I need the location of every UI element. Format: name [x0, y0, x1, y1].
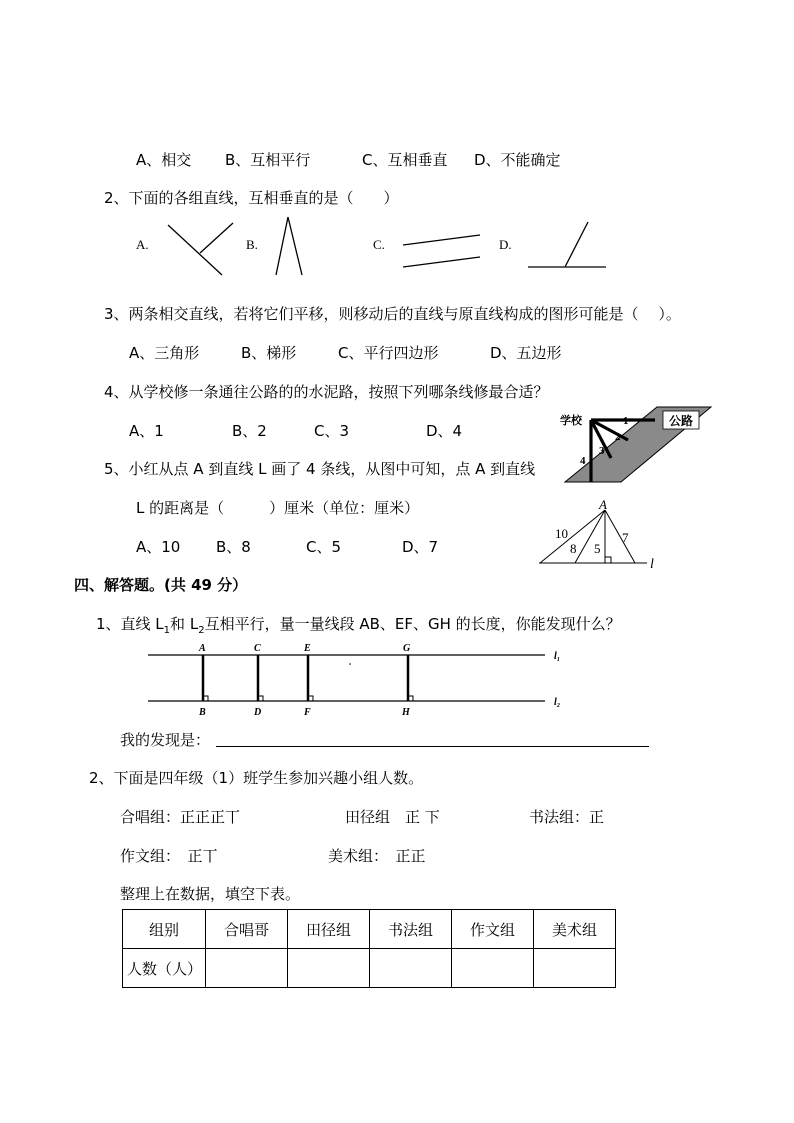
q5-length-10: 10: [555, 526, 568, 541]
q2-figure-d: [528, 222, 606, 267]
q5-option-c: C、5: [306, 538, 342, 556]
q5-option-b: B、8: [216, 538, 251, 556]
q3-option-d: D、五边形: [490, 344, 562, 362]
q4-stem: 4、从学校修一条通往公路的的水泥路，按照下列哪条线修最合适？: [104, 383, 549, 401]
q5-figure: [535, 498, 665, 570]
p1-point-f: F: [304, 707, 311, 718]
p2-table-header-cell: 美术组: [534, 910, 616, 949]
p2-table-input-cell[interactable]: [534, 949, 616, 988]
p2-table: [122, 909, 616, 988]
q4-line-1-label: 1: [623, 415, 629, 427]
q3-option-b: B、梯形: [241, 344, 297, 362]
p2-tally-calligraphy: 书法组：正: [529, 808, 605, 826]
q4-option-b: B、2: [232, 422, 267, 440]
p2-tally-choir: 合唱组：正正正丅: [120, 808, 241, 826]
q5-option-d: D、7: [402, 538, 439, 556]
p2-table-input-cell[interactable]: [288, 949, 370, 988]
p2-table-header-cell: 组别: [123, 910, 206, 949]
q5-point-a: A: [599, 497, 607, 512]
p2-table-header-cell: 作文组: [452, 910, 534, 949]
p1-point-b: B: [199, 707, 206, 718]
p2-table-header-cell: 书法组: [370, 910, 452, 949]
q5-stem-2: L 的距离是（ ）厘米（单位：厘米）: [136, 499, 420, 517]
p2-tally-art: 美术组： 正正: [328, 847, 426, 865]
q2-label-c: C.: [373, 237, 385, 252]
q5-length-7: 7: [622, 530, 629, 545]
p2-table-input-cell[interactable]: [370, 949, 452, 988]
q1-option-b: B、互相平行: [225, 151, 311, 169]
q2-figures: [0, 0, 794, 300]
p2-tally-track: 田径组 正 下: [345, 808, 440, 826]
p1-answer-line[interactable]: [216, 746, 649, 747]
p1-point-e: E: [304, 643, 311, 654]
q2-label-a: A.: [136, 237, 149, 252]
q2-figure-c: [403, 235, 480, 267]
p2-table-input-cell[interactable]: [452, 949, 534, 988]
p2-table-row-label: 人数（人）: [123, 949, 206, 988]
p1-figure: [140, 640, 580, 720]
q1-option-c: C、互相垂直: [362, 151, 448, 169]
q4-line-3-label: 3: [599, 445, 605, 457]
q1-option-d: D、不能确定: [474, 151, 561, 169]
p1-point-a: A: [199, 643, 206, 654]
q5-line-l-label: l: [650, 557, 654, 572]
p2-table-header-cell: 合唱哥: [206, 910, 288, 949]
q4-line-4-label: 4: [580, 455, 586, 467]
q4-line-2-label: 2: [615, 431, 621, 443]
section4-title: 四、解答题。(共 49 分）: [74, 576, 248, 594]
q2-figure-a: [168, 223, 233, 275]
q4-option-a: A、1: [129, 422, 164, 440]
q1-option-a: A、相交: [136, 151, 192, 169]
p2-table-header-row: [123, 910, 616, 949]
p2-table-input-cell[interactable]: [206, 949, 288, 988]
q2-stem: 2、下面的各组直线，互相垂直的是（ ）: [104, 189, 399, 207]
q3-option-a: A、三角形: [129, 344, 200, 362]
q5-segment-7: [605, 510, 635, 563]
p1-stray-dot: [349, 663, 351, 665]
p1-point-h: H: [402, 707, 410, 718]
q5-right-angle: [605, 557, 611, 563]
p1-line-l1-label: l₁: [554, 651, 561, 662]
q5-option-a: A、10: [136, 538, 181, 556]
p2-table-header-cell: 田径组: [288, 910, 370, 949]
q4-option-c: C、3: [314, 422, 350, 440]
p1-point-g: G: [403, 643, 411, 654]
p1-stem: 1、直线 $L_1$和 $L_2$互相平行，量一量线段 AB、EF、GH 的长度，你能发现什么？: [96, 615, 621, 636]
p2-stem: 2、下面是四年级（1）班学生参加兴趣小组人数。: [89, 769, 424, 787]
q4-road-label: 公路: [668, 414, 694, 428]
q4-figure: [555, 400, 715, 485]
p1-point-c: C: [254, 643, 261, 654]
q5-stem-1: 5、小红从点 A 到直线 L 画了 4 条线，从图中可知，点 A 到直线: [104, 460, 536, 478]
q2-figure-b: [276, 217, 302, 275]
q5-segment-8: [575, 510, 605, 563]
q2-label-d: D.: [499, 237, 512, 252]
q4-school-label: 学校: [560, 415, 582, 427]
q5-length-8: 8: [570, 541, 577, 556]
q3-stem: 3、两条相交直线，若将它们平移，则移动后的直线与原直线构成的图形可能是（ ）。: [104, 305, 681, 323]
q4-option-d: D、4: [426, 422, 463, 440]
p2-instruction: 整理上在数据，填空下表。: [120, 885, 301, 903]
p2-table-count-row: [123, 949, 616, 988]
p1-line-l2-label: l₂: [554, 697, 561, 708]
q2-label-b: B.: [246, 237, 258, 252]
p1-answer-prompt: 我的发现是：: [120, 731, 211, 749]
p1-point-d: D: [254, 707, 262, 718]
p2-tally-writing: 作文组： 正丅: [120, 847, 218, 865]
q3-option-c: C、平行四边形: [338, 344, 439, 362]
q5-length-5: 5: [594, 541, 601, 556]
